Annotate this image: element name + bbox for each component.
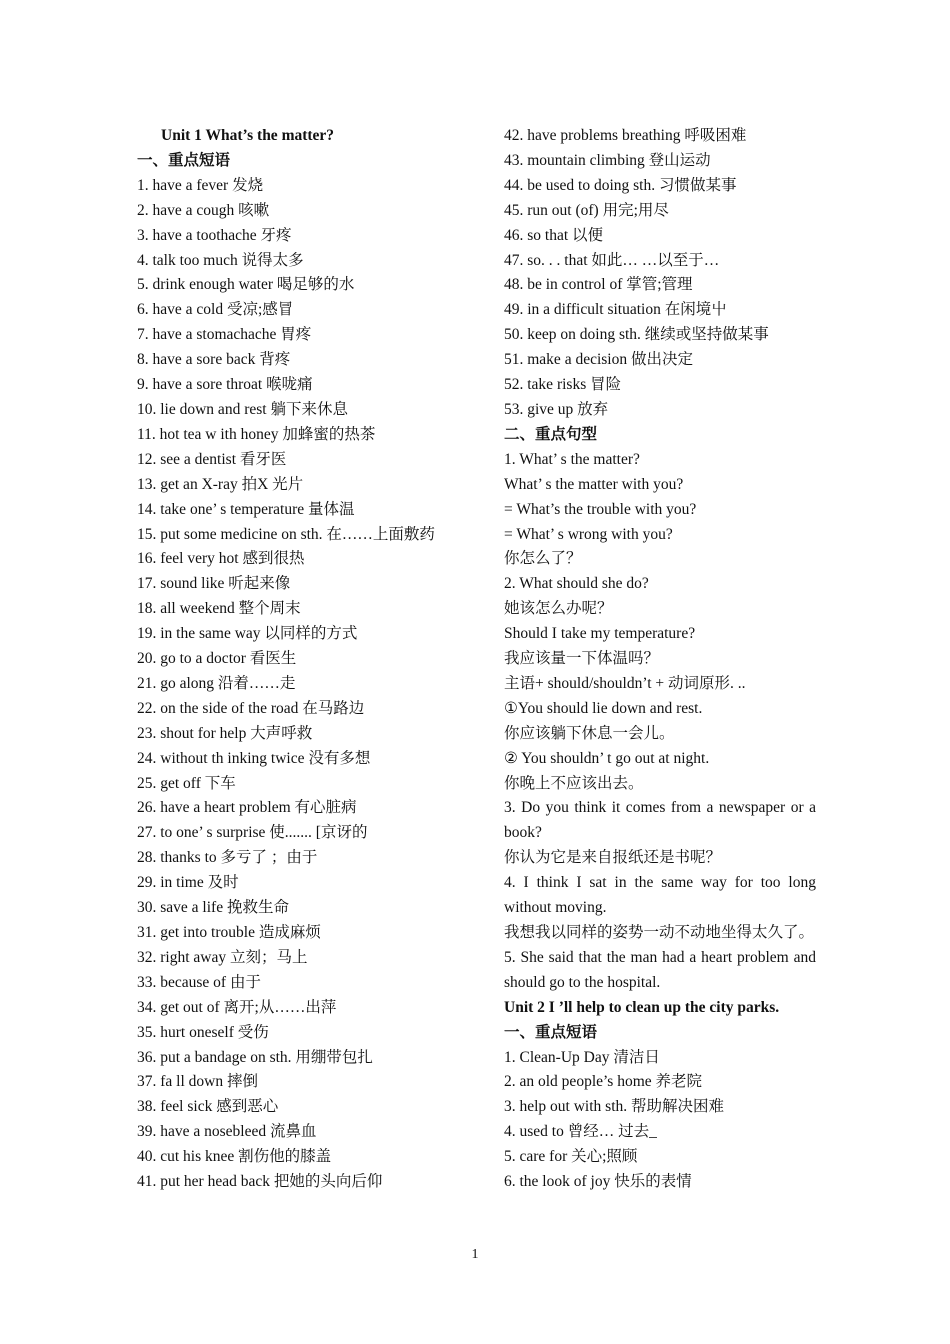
- phrase-item: 50. keep on doing sth. 继续或坚持做某事: [504, 326, 769, 344]
- phrase-item: 33. because of 由于: [137, 973, 261, 991]
- phrase-item: 52. take risks 冒险: [504, 376, 622, 394]
- phrase-item: 3. help out with sth. 帮助解决困难: [504, 1098, 725, 1116]
- sentence-item: 你晚上不应该出去。: [504, 774, 644, 792]
- unit1-sentences-heading: 二、重点句型: [504, 425, 598, 443]
- phrase-item: 1. have a fever 发烧: [137, 176, 264, 194]
- right-column: [504, 124, 816, 1195]
- unit1-title: Unit 1 What’s the matter?: [161, 127, 335, 144]
- phrase-item: 25. get off 下车: [137, 774, 236, 792]
- phrase-item: 1. Clean-Up Day 清洁日: [504, 1048, 660, 1066]
- phrase-item: 3. have a toothache 牙疼: [137, 226, 292, 244]
- sentence-item: ①You should lie down and rest.: [504, 699, 703, 717]
- sentence-item: 你认为它是来自报纸还是书呢？: [504, 849, 722, 867]
- phrase-item: 19. in the same way 以同样的方式: [137, 625, 358, 643]
- phrase-item: 49. in a difficult situation 在闲境屮: [504, 301, 727, 319]
- sentence-item: 她该怎么办呢？: [504, 600, 613, 618]
- phrase-item: 45. run out (of) 用完;用尽: [504, 201, 669, 219]
- sentence-item: 5. She said that the man had a heart problem and should go to the hospital.: [504, 948, 816, 991]
- phrase-item: 30. save a life 挽救生命: [137, 899, 289, 917]
- phrase-item: 43. mountain climbing 登山运动: [504, 151, 711, 169]
- phrase-item: 16. feel very hot 感到很热: [137, 550, 305, 568]
- sentence-item: 你应该躺下休息一会儿。: [504, 724, 675, 742]
- page-number: 1: [471, 1247, 479, 1262]
- phrase-item: 46. so that 以便: [504, 226, 604, 244]
- phrase-item: 5. care for 关心;照顾: [504, 1148, 638, 1166]
- phrase-item: 32. right away 立刻；马上: [137, 948, 308, 966]
- phrase-item: 17. sound like 听起来像: [137, 575, 291, 593]
- phrase-item: 5. drink enough water 喝足够的水: [137, 276, 355, 294]
- phrase-item: 48. be in control of 掌管;管理: [504, 276, 693, 294]
- phrase-item: 41. put her head back 把她的头向后仰: [137, 1173, 383, 1191]
- unit1-phrases-heading: 一、重点短语: [137, 151, 231, 169]
- phrase-item: 29. in time 及时: [137, 874, 239, 892]
- phrase-item: 14. take one’ s temperature 量体温: [137, 500, 355, 518]
- phrase-item: 6. the look of joy 快乐的表情: [504, 1173, 692, 1191]
- phrase-item: 23. shout for help 大声呼救: [137, 724, 313, 742]
- unit2-phrases-heading: 一、重点短语: [504, 1023, 598, 1041]
- phrase-item: 53. give up 放弃: [504, 400, 609, 418]
- sentence-item: 主语+ should/shouldn’t + 动词原形. ..: [504, 674, 746, 692]
- sentence-item: 2. What should she do?: [504, 575, 649, 593]
- phrase-item: 28. thanks to 多亏了 ；由于: [137, 849, 318, 867]
- sentence-item: 你怎么了？: [504, 550, 582, 568]
- sentence-item: 我应该量一下体温吗？: [504, 650, 660, 668]
- phrase-item: 34. get out of 离开;从……出萍: [137, 998, 337, 1016]
- phrase-item: 4. used to 曾经… 过去_: [504, 1123, 657, 1141]
- phrase-item: 24. without th inking twice 没有多想: [137, 749, 371, 767]
- unit2-title: Unit 2 I ’ll help to clean up the city parks.: [504, 998, 780, 1016]
- phrase-item: 6. have a cold 受凉;感冒: [137, 301, 294, 319]
- phrase-item: 20. go to a doctor 看医生: [137, 650, 297, 668]
- sentence-item: = What’ s wrong with you?: [504, 525, 673, 543]
- phrase-item: 35. hurt oneself 受伤: [137, 1023, 269, 1041]
- phrase-item: 4. talk too much 说得太多: [137, 251, 304, 269]
- sentence-item: ② You shouldn’ t go out at night.: [504, 749, 710, 767]
- sentence-item: 我想我以同样的姿势一动不动地坐得太久了。: [504, 924, 815, 941]
- phrase-item: 27. to one’ s surprise 使....... [京讶的: [137, 824, 368, 842]
- phrase-item: 2. an old people’s home 养老院: [504, 1073, 703, 1091]
- phrase-item: 21. go along 沿着……走: [137, 674, 296, 692]
- phrase-item: 38. feel sick 感到恶心: [137, 1098, 279, 1116]
- phrase-item: 8. have a sore back 背疼: [137, 351, 291, 369]
- sentence-item: 4. I think I sat in the same way for too long without moving.: [504, 874, 816, 917]
- phrase-item: 9. have a sore throat 喉咙痛: [137, 376, 313, 394]
- phrase-item: 37. fa ll down 摔倒: [137, 1073, 258, 1091]
- phrase-item: 36. put a bandage on sth. 用绷带包扎: [137, 1048, 373, 1066]
- phrase-item: 42. have problems breathing 呼吸困难: [504, 127, 747, 144]
- phrase-item: 51. make a decision 做出决定: [504, 351, 693, 369]
- phrase-item: 10. lie down and rest 躺下来休息: [137, 400, 348, 418]
- phrase-item: 11. hot tea w ith honey 加蜂蜜的热茶: [137, 425, 376, 443]
- phrase-item: 13. get an X-ray 拍X 光片: [137, 475, 304, 493]
- sentence-item: = What’s the trouble with you?: [504, 500, 697, 518]
- phrase-item: 2. have a cough 咳嗽: [137, 201, 270, 219]
- left-column: [137, 124, 445, 1195]
- phrase-item: 31. get into trouble 造成麻烦: [137, 924, 321, 941]
- phrase-item: 40. cut his knee 割伤他的膝盖: [137, 1148, 332, 1166]
- phrase-item: 12. see a dentist 看牙医: [137, 450, 287, 468]
- sentence-item: What’ s the matter with you?: [504, 475, 684, 493]
- phrase-item: 44. be used to doing sth. 习惯做某事: [504, 176, 737, 194]
- sentence-item: Should I take my temperature?: [504, 625, 696, 643]
- phrase-item: 47. so. . . that 如此… …以至于…: [504, 251, 720, 269]
- phrase-item: 39. have a nosebleed 流鼻血: [137, 1123, 317, 1141]
- sentence-item: 3. Do you think it comes from a newspaper or a book?: [504, 799, 816, 842]
- phrase-item: 18. all weekend 整个周末: [137, 600, 301, 618]
- phrase-item: 22. on the side of the road 在马路边: [137, 699, 365, 717]
- sentence-item: 1. What’ s the matter?: [504, 450, 640, 468]
- phrase-item: 15. put some medicine on sth. 在……上面敷药: [137, 525, 435, 543]
- phrase-item: 7. have a stomachache 胃疼: [137, 326, 312, 344]
- phrase-item: 26. have a heart problem 有心脏病: [137, 799, 357, 817]
